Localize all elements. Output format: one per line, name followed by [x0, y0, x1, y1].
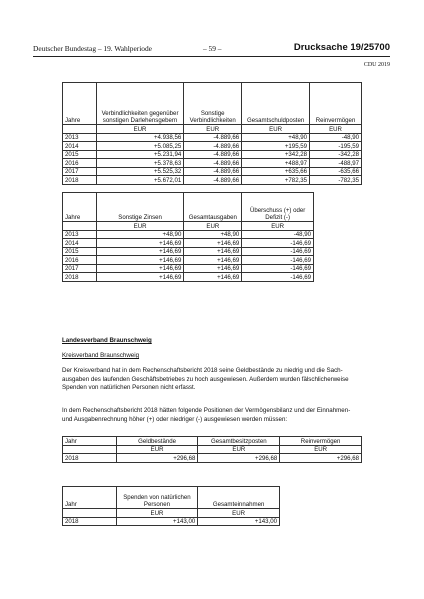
table-cell: 2016: [63, 256, 97, 265]
table-cell: -4.889,66: [184, 176, 242, 185]
table-cell: EUR: [184, 222, 242, 231]
table-assets: [62, 436, 362, 463]
table-cell: +488,97: [242, 159, 310, 168]
header-left: Deutscher Bundestag – 19. Wahlperiode: [33, 44, 152, 53]
page-number: – 59 –: [203, 44, 222, 53]
table-cell: [63, 509, 117, 518]
table-cell: +48,90: [242, 133, 310, 142]
table-cell: +296,68: [198, 454, 280, 463]
table-cell: 2017: [63, 167, 97, 176]
table-units-row: [63, 509, 280, 518]
table-row: [63, 167, 362, 176]
table-cell: 2015: [63, 247, 97, 256]
table-header-row: [63, 487, 280, 509]
table-cell: +146,69: [96, 264, 183, 273]
table-row: [63, 247, 314, 256]
table-cell: +342,28: [242, 150, 310, 159]
table-cell: 2018: [63, 517, 117, 526]
table-cell: -146,69: [242, 256, 314, 265]
party-tag: CDU 2019: [363, 62, 390, 68]
table-units-row: [63, 222, 314, 231]
table-header-row: [63, 83, 362, 125]
table-row: [63, 230, 314, 239]
table-cell: 2016: [63, 159, 97, 168]
table-cell: +146,69: [184, 247, 242, 256]
table-header-cell: Spenden von natürlichen Personen: [116, 487, 198, 509]
table-header-cell: Sonstige Zinsen: [96, 193, 183, 222]
table-header-cell: Geldbestände: [116, 437, 198, 446]
table-cell: +782,35: [242, 176, 310, 185]
table-cell: +146,69: [96, 239, 183, 248]
table-row: [63, 273, 314, 282]
table-cell: +146,69: [184, 256, 242, 265]
table-cell: +296,68: [116, 454, 198, 463]
table-header-row: [63, 193, 314, 222]
section-subheading: Kreisverband Braunschweig: [62, 352, 140, 359]
table-cell: +146,69: [96, 247, 183, 256]
table-row: [63, 142, 362, 151]
table-income-expenses: [62, 192, 314, 282]
table-units-row: [63, 125, 362, 134]
table-header-row: [63, 437, 362, 446]
table-cell: EUR: [310, 125, 362, 134]
table-cell: -782,35: [310, 176, 362, 185]
table-cell: [63, 125, 97, 134]
table-cell: 2018: [63, 176, 97, 185]
table-cell: 2015: [63, 150, 97, 159]
table-cell: 2017: [63, 264, 97, 273]
table-row: [63, 133, 362, 142]
table-row: [63, 454, 362, 463]
table-cell: -48,90: [242, 230, 314, 239]
table-cell: +146,69: [184, 273, 242, 282]
table-cell: 2013: [63, 230, 97, 239]
table-cell: +146,69: [96, 273, 183, 282]
text-line: In dem Rechenschaftsbericht 2018 hätten folgende Positionen der Vermögensbilanz und der Einnahmen-: [62, 407, 351, 414]
table-header-cell: Jahr: [63, 487, 117, 509]
text-line: Der Kreisverband hat in dem Rechenschaftsbericht 2018 seine Geldbestände zu niedrig und die Sach-: [62, 367, 343, 374]
table-cell: +146,69: [96, 256, 183, 265]
table-cell: EUR: [96, 222, 183, 231]
table-cell: +5.378,63: [96, 159, 183, 168]
table-row: [63, 159, 362, 168]
table-cell: -4.889,66: [184, 167, 242, 176]
table-header-cell: Reinvermögen: [310, 83, 362, 125]
table-cell: -146,69: [242, 273, 314, 282]
document-number: Drucksache 19/25700: [293, 42, 390, 53]
table-cell: +143,00: [116, 517, 198, 526]
table-cell: +143,00: [198, 517, 280, 526]
table-cell: +5.525,32: [96, 167, 183, 176]
table-cell: -4.889,66: [184, 133, 242, 142]
table-cell: +5.231,94: [96, 150, 183, 159]
table-cell: +48,90: [184, 230, 242, 239]
table-cell: -146,69: [242, 264, 314, 273]
page-header: [33, 43, 390, 55]
table-header-cell: Jahr: [63, 437, 117, 446]
table-cell: 2018: [63, 454, 117, 463]
table-cell: EUR: [242, 222, 314, 231]
paragraph-1: [62, 367, 392, 393]
table-header-cell: Reinvermögen: [280, 437, 362, 446]
table-cell: -4.889,66: [184, 159, 242, 168]
table-cell: -195,59: [310, 142, 362, 151]
table-header-cell: Jahre: [63, 193, 97, 222]
table-cell: 2014: [63, 239, 97, 248]
table-cell: -146,69: [242, 247, 314, 256]
table-cell: 2014: [63, 142, 97, 151]
table-row: [63, 150, 362, 159]
table-cell: 2018: [63, 273, 97, 282]
table-cell: -342,28: [310, 150, 362, 159]
text-line: und Ausgabenrechnung höher (+) oder niedriger (-) ausgewiesen werden müssen:: [62, 415, 288, 423]
table-donations: [62, 486, 280, 526]
section-heading: Landesverband Braunschweig: [62, 337, 152, 344]
table-row: [63, 256, 314, 265]
text-line: ausgaben des laufenden Geschäftsbetriebes zu hoch ausgewiesen. Außerdem wurden fälschlicherweise: [62, 375, 349, 383]
table-cell: +635,66: [242, 167, 310, 176]
table-row: [63, 239, 314, 248]
table-liabilities: [62, 82, 362, 185]
table-cell: -146,69: [242, 239, 314, 248]
table-cell: [63, 445, 117, 454]
table-cell: EUR: [198, 509, 280, 518]
table-cell: +5.085,25: [96, 142, 183, 151]
table-cell: EUR: [184, 125, 242, 134]
table-units-row: [63, 445, 362, 454]
table-cell: 2013: [63, 133, 97, 142]
table-cell: +146,69: [184, 264, 242, 273]
table-cell: +146,69: [184, 239, 242, 248]
table-header-cell: Gesamtschuldposten: [242, 83, 310, 125]
table-row: [63, 517, 280, 526]
header-rule: [33, 56, 390, 57]
table-header-cell: Jahre: [63, 83, 97, 125]
table-cell: -48,90: [310, 133, 362, 142]
table-header-cell: Gesamtbesitzposten: [198, 437, 280, 446]
table-cell: +4.938,56: [96, 133, 183, 142]
table-row: [63, 176, 362, 185]
table-cell: +48,90: [96, 230, 183, 239]
table-cell: -488,97: [310, 159, 362, 168]
table-cell: EUR: [242, 125, 310, 134]
table-row: [63, 264, 314, 273]
table-cell: +195,59: [242, 142, 310, 151]
table-cell: -635,66: [310, 167, 362, 176]
table-header-cell: Überschuss (+) oder Defizit (-): [242, 193, 314, 222]
paragraph-2: [62, 407, 392, 424]
table-cell: -4.889,66: [184, 142, 242, 151]
table-cell: +296,68: [280, 454, 362, 463]
table-cell: [63, 222, 97, 231]
table-cell: EUR: [116, 445, 198, 454]
table-cell: EUR: [96, 125, 183, 134]
table-header-cell: Gesamtausgaben: [184, 193, 242, 222]
table-cell: EUR: [280, 445, 362, 454]
table-header-cell: Gesamteinnahmen: [198, 487, 280, 509]
table-header-cell: Sonstige Verbindlichkeiten: [184, 83, 242, 125]
table-cell: EUR: [198, 445, 280, 454]
text-line: Spenden von natürlichen Personen nicht erfasst.: [62, 384, 196, 392]
table-cell: +5.672,01: [96, 176, 183, 185]
table-cell: -4.889,66: [184, 150, 242, 159]
table-cell: EUR: [116, 509, 198, 518]
table-header-cell: Verbindlichkeiten gegenüber sonstigen Darlehensgebern: [96, 83, 183, 125]
